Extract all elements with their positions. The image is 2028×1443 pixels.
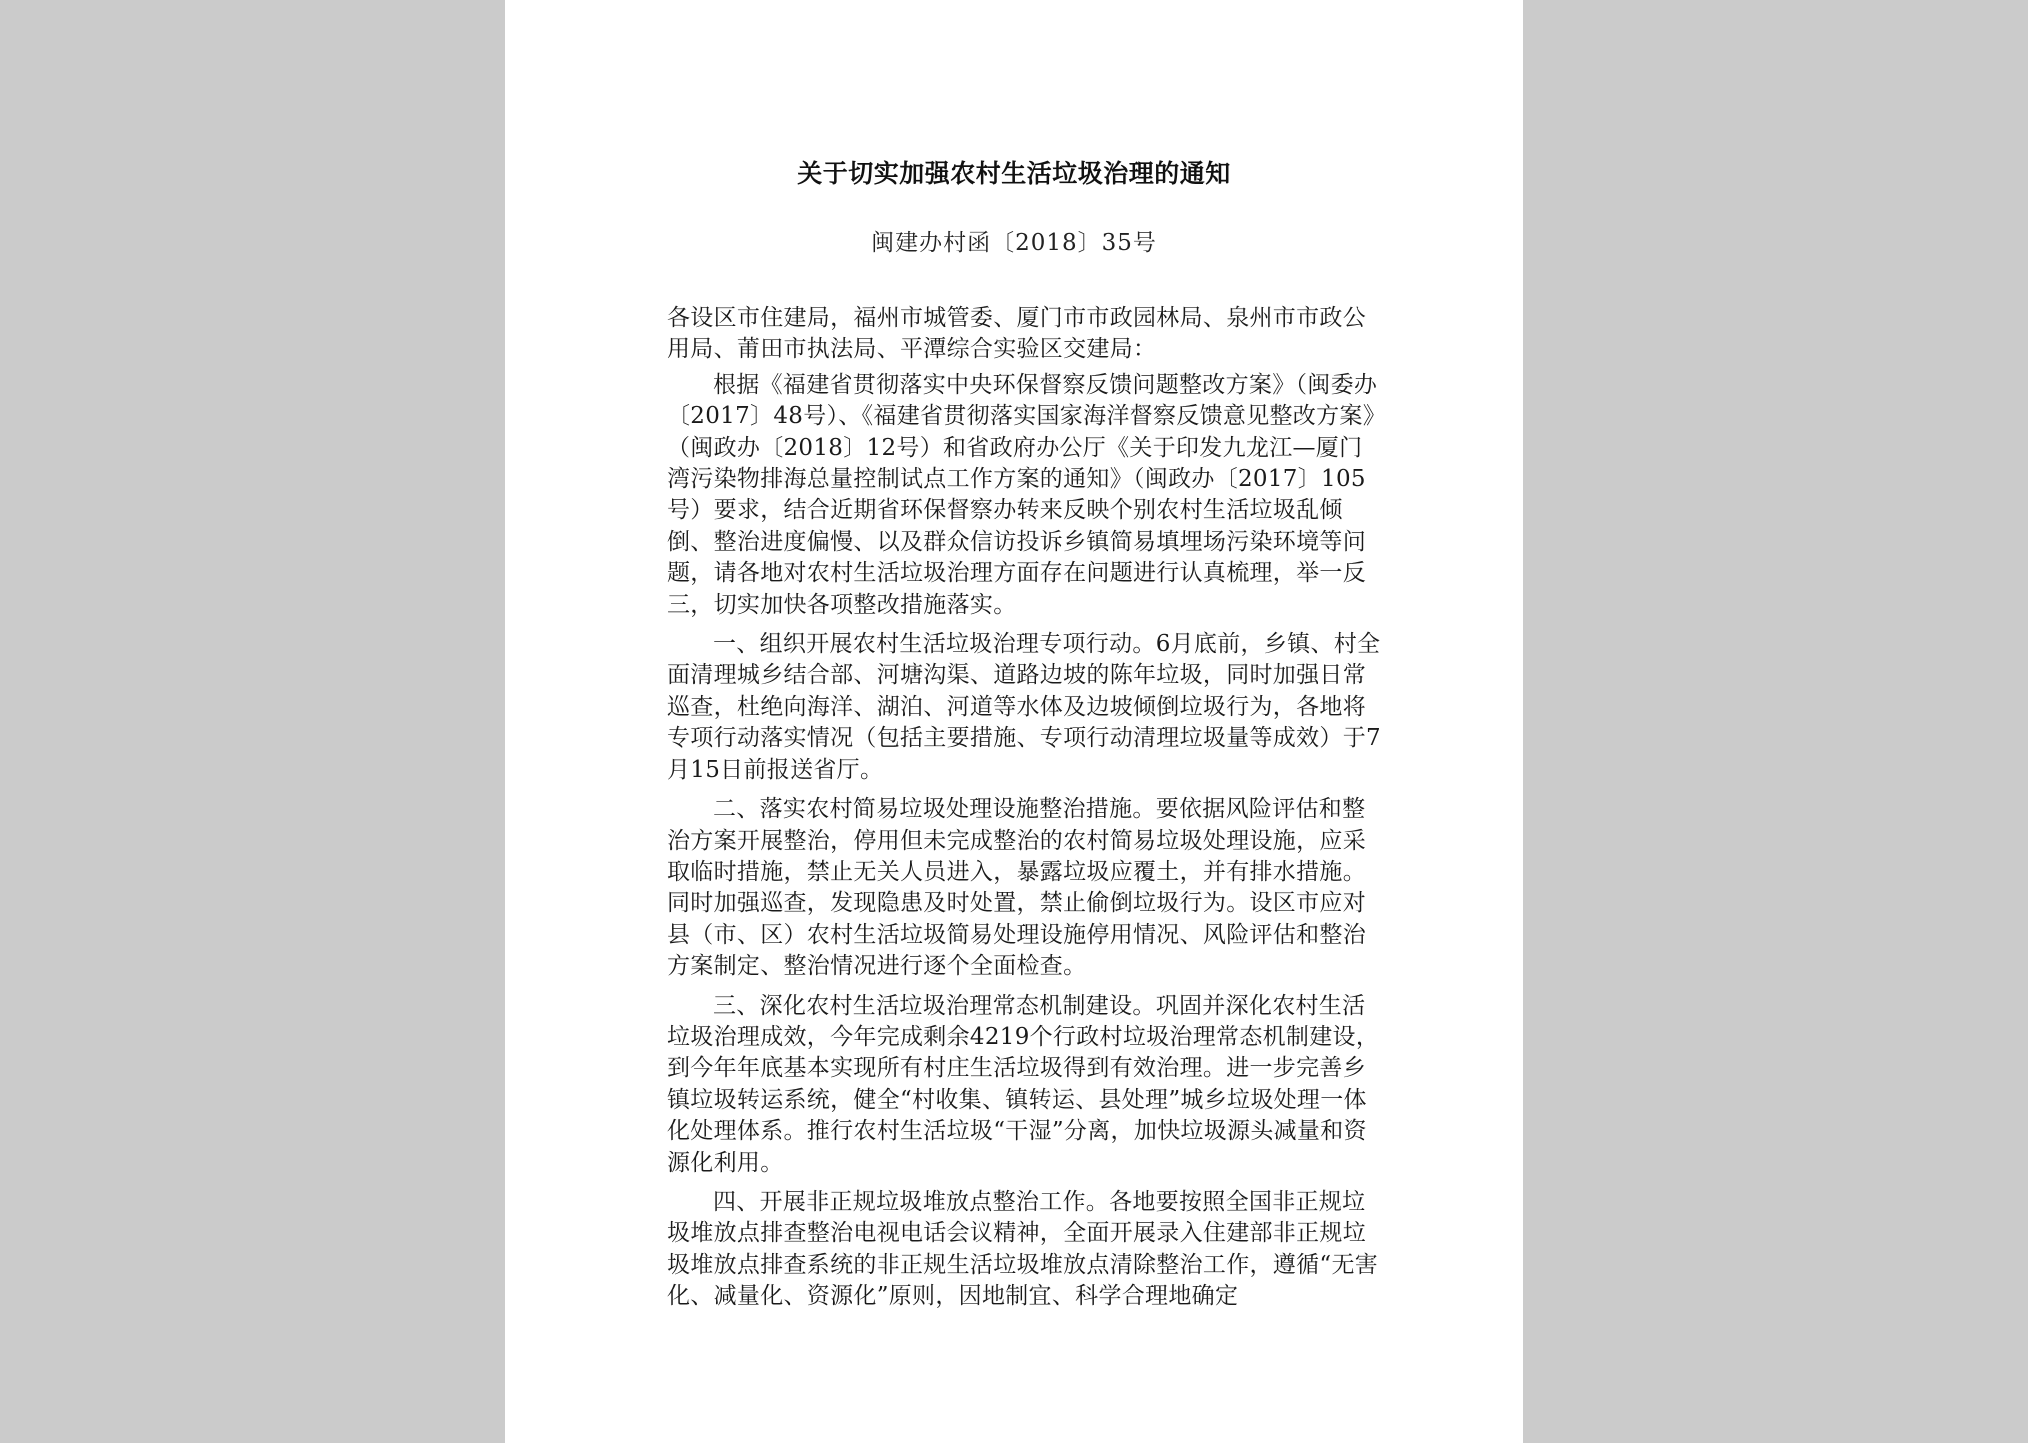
document-body bbox=[667, 303, 1383, 1321]
document-page bbox=[505, 0, 1523, 1443]
paragraph-item-4: 四、开展非正规垃圾堆放点整治工作。各地要按照全国非正规垃圾堆放点排查整治电视电话会议精神，全面开展录入住建部非正规垃圾堆放点排查系统的非正规生活垃圾堆放点清除整治工作，遵循“无害化、减量化、资源化”原则，因地制宜、科学合理地确定 bbox=[667, 1188, 1379, 1310]
document-number: 闽建办村函〔2018〕35号 bbox=[871, 230, 1157, 256]
paragraph-intro: 根据《福建省贯彻落实中央环保督察反馈问题整改方案》（闽委办〔2017〕48号）、《福建省贯彻落实国家海洋督察反馈意见整改方案》（闽政办〔2018〕12号）和省政府办公厅《关于印发九龙江—厦门湾污染物排海总量控制试点工作方案的通知》（闽政办〔2017〕105号）要求，结合近期省环保督察办转来反映个别农村生活垃圾乱倾倒、整治进度偏慢、以及群众信访投诉乡镇简易填埋场污染环境等问题，请各地对农村生活垃圾治理方面存在问题进行认真梳理，举一反三，切实加快各项整改措施落实。 bbox=[667, 371, 1378, 618]
paragraph-item-1: 一、组织开展农村生活垃圾治理专项行动。6月底前，乡镇、村全面清理城乡结合部、河塘沟渠、道路边坡的陈年垃圾，同时加强日常巡查，杜绝向海洋、湖泊、河道等水体及边坡倾倒垃圾行为，各地将专项行动落实情况（包括主要措施、专项行动清理垃圾量等成效）于7月15日前报送省厅。 bbox=[667, 631, 1381, 783]
document-title: 关于切实加强农村生活垃圾治理的通知 bbox=[797, 159, 1231, 188]
paragraph-item-2: 二、落实农村简易垃圾处理设施整治措施。要依据风险评估和整治方案开展整治，停用但未完成整治的农村简易垃圾处理设施，应采取临时措施，禁止无关人员进入，暴露垃圾应覆土，并有排水措施。同时加强巡查，发现隐患及时处置，禁止偷倒垃圾行为。设区市应对县（市、区）农村生活垃圾简易处理设施停用情况、风险评估和整治方案制定、整治情况进行逐个全面检查。 bbox=[667, 796, 1366, 980]
salutation: 各设区市住建局，福州市城管委、厦门市市政园林局、泉州市市政公用局、莆田市执法局、平潭综合实验区交建局： bbox=[667, 305, 1366, 363]
paragraph-item-3: 三、深化农村生活垃圾治理常态机制建设。巩固并深化农村生活垃圾治理成效，今年完成剩余4219个行政村垃圾治理常态机制建设，到今年年底基本实现所有村庄生活垃圾得到有效治理。进一步完善乡镇垃圾转运系统，健全“村收集、镇转运、县处理”城乡垃圾处理一体化处理体系。推行农村生活垃圾“干湿”分离，加快垃圾源头减量和资源化利用。 bbox=[667, 992, 1380, 1176]
